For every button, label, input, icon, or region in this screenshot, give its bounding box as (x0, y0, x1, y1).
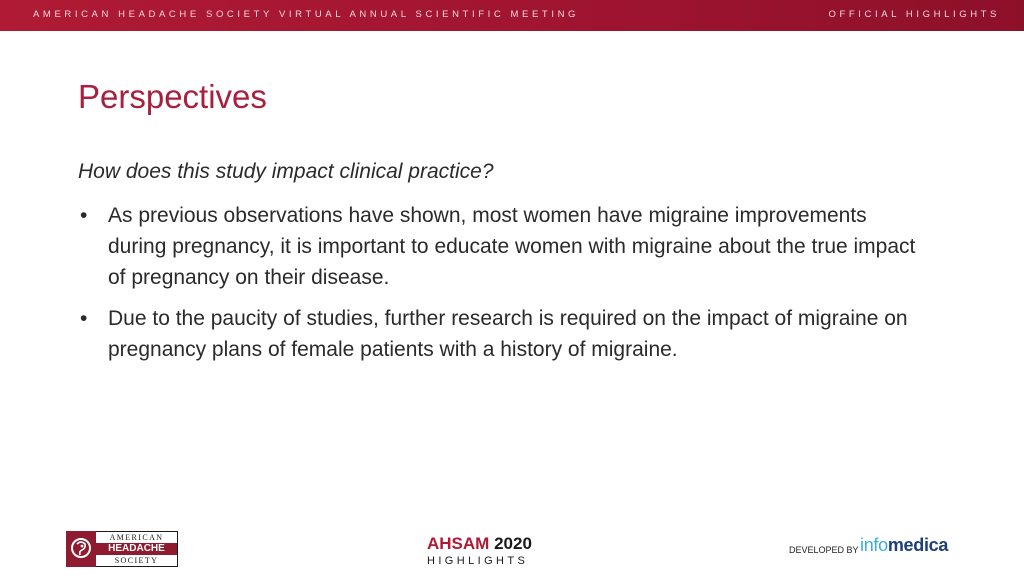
head-profile-icon (66, 531, 96, 567)
bullet-text: Due to the paucity of studies, further research is required on the impact of migraine on pregnancy plans of female patients with a history of migraine. (108, 307, 908, 361)
top-banner (0, 0, 1024, 31)
bullet-text: As previous observations have shown, most women have migraine improvements during pregnancy, it is important to educate women with migraine about the true impact of pregnancy on their disease. (108, 204, 916, 289)
ahs-logo-line-headache: HEADACHE (96, 543, 177, 555)
ahsam-logo-name: AHSAM (427, 534, 490, 553)
developed-by-label: DEVELOPED BY (789, 545, 859, 555)
ahsam-logo-year: 2020 (494, 534, 532, 553)
ahs-logo-text (96, 531, 178, 567)
ahs-logo (66, 531, 178, 567)
bullet-marker: • (80, 307, 88, 330)
banner-meeting-name: AMERICAN HEADACHE SOCIETY VIRTUAL ANNUAL SCIENTIFIC MEETING (33, 9, 580, 20)
ahs-logo-line-society: SOCIETY (114, 556, 159, 565)
ahs-logo-line-american: AMERICAN (109, 533, 164, 542)
bullet-list (78, 200, 918, 375)
ahsam-highlights-logo (427, 535, 547, 568)
ahsam-logo-subtitle: HIGHLIGHTS (427, 555, 529, 567)
bullet-marker: • (80, 204, 88, 227)
bullet-item (78, 303, 918, 365)
banner-official-highlights: OFFICIAL HIGHLIGHTS (828, 9, 1000, 20)
infomedica-logo-info: info (860, 535, 888, 555)
slide-subheading: How does this study impact clinical practice? (78, 160, 494, 183)
infomedica-logo (860, 535, 948, 556)
ahsam-logo-top (427, 535, 547, 553)
slide-title: Perspectives (78, 78, 267, 115)
infomedica-logo-medica: medica (887, 535, 949, 555)
bullet-item (78, 200, 918, 293)
